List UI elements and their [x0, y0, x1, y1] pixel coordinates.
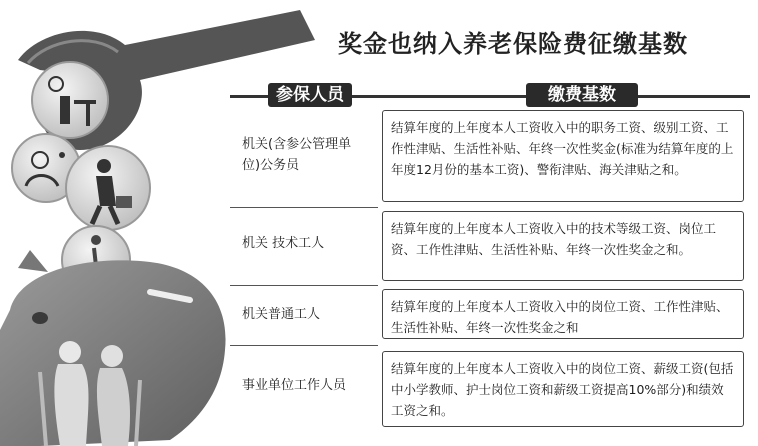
row-divider: [230, 345, 378, 346]
header-rule: [230, 95, 268, 98]
row-description: 结算年度的上年度本人工资收入中的岗位工资、薪级工资(包括中小学教师、护士岗位工资和薪级工资提高10%部分)和绩效工资之和。: [382, 351, 744, 427]
row-label: 机关(含参公管理单位)公务员: [242, 137, 352, 173]
header-rule: [638, 95, 750, 98]
row-description: 结算年度的上年度本人工资收入中的岗位工资、工作性津贴、生活性补贴、年终一次性奖金之和: [382, 289, 744, 339]
row-divider: [230, 285, 378, 286]
row-label: 事业单位工作人员: [242, 378, 347, 393]
row-description: 结算年度的上年度本人工资收入中的职务工资、级别工资、工作性津贴、生活性补贴、年终一次性奖金(标准为结算年度的上年度12月份的基本工资)、警衔津贴、海关津贴之和。: [382, 110, 744, 202]
header-rule: [352, 95, 526, 98]
row-label: 机关普通工人: [242, 307, 321, 322]
page-title: 奖金也纳入养老保险费征缴基数: [338, 30, 688, 58]
office-worker-icon: [32, 62, 108, 138]
header-base: 缴费基数: [526, 83, 638, 107]
businessman-icon: [66, 146, 150, 230]
row-description: 结算年度的上年度本人工资收入中的技术等级工资、岗位工资、工作性津贴、生活性补贴、年终一次性奖金之和。: [382, 211, 744, 281]
row-label: 机关 技术工人: [242, 236, 325, 251]
row-divider: [230, 207, 378, 208]
header-insured: 参保人员: [268, 83, 352, 107]
